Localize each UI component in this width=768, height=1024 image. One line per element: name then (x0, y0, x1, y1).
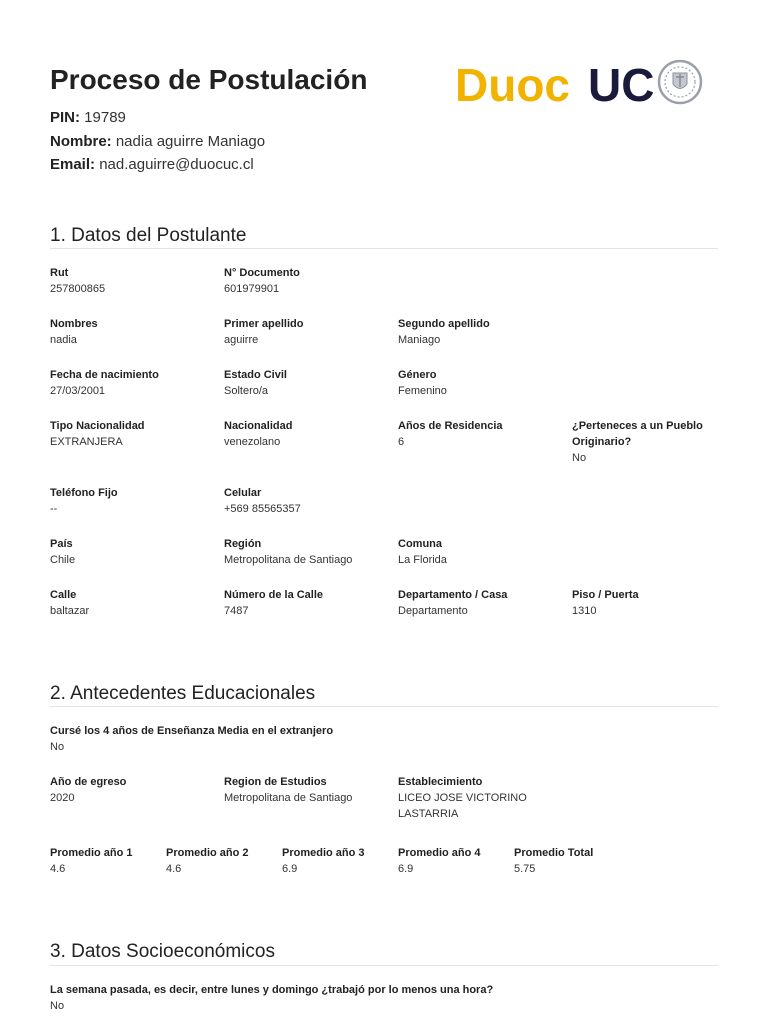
field-label: Piso / Puerta (572, 589, 639, 601)
field-pueblo-originario (572, 418, 712, 466)
field-value: 27/03/2001 (50, 385, 106, 397)
field-label: Año de egreso (50, 776, 127, 788)
field-calle (50, 587, 215, 619)
section-divider (50, 248, 718, 249)
section-title-datos-socioeconomicos: 3. Datos Socioeconómicos (50, 941, 275, 962)
field-label: Comuna (398, 538, 442, 550)
field-label: Region de Estudios (224, 776, 327, 788)
field-fecha-nacimiento (50, 367, 215, 399)
pin-value: 19789 (84, 109, 126, 126)
field-value: 1310 (572, 605, 597, 617)
field-pais (50, 536, 215, 568)
field-value: LICEO JOSE VICTORINO LASTARRIA (398, 792, 527, 820)
field-value: aguirre (224, 334, 259, 346)
field-extranjero (50, 723, 670, 755)
field-numero-calle (224, 587, 389, 619)
field-promedio-4 (398, 845, 508, 877)
field-documento (224, 265, 389, 297)
field-value: No (572, 452, 587, 464)
field-label: País (50, 538, 73, 550)
field-celular (224, 485, 389, 517)
pin-label: PIN: (50, 109, 80, 126)
field-value: nadia (50, 334, 77, 346)
field-label: Promedio año 3 (282, 847, 365, 859)
field-value: 257800865 (50, 283, 106, 295)
section-divider (50, 706, 718, 707)
field-promedio-3 (282, 845, 392, 877)
field-label: Años de Residencia (398, 420, 503, 432)
field-value: Metropolitana de Santiago (224, 792, 353, 804)
field-value: No (50, 1000, 65, 1012)
field-label: Tipo Nacionalidad (50, 420, 145, 432)
field-label: Rut (50, 267, 69, 279)
page-title: Proceso de Postulación (50, 64, 368, 95)
logo-text-duoc: Duoc (455, 59, 570, 111)
field-value: 7487 (224, 605, 249, 617)
field-label: Teléfono Fijo (50, 487, 118, 499)
field-region-estudios (224, 774, 389, 806)
field-promedio-2 (166, 845, 276, 877)
pin-line (50, 109, 126, 126)
email-value: nad.aguirre@duocuc.cl (99, 156, 254, 173)
field-value: venezolano (224, 436, 281, 448)
field-value: Departamento (398, 605, 468, 617)
field-promedio-total (514, 845, 634, 877)
field-label: Promedio año 2 (166, 847, 249, 859)
field-label: Género (398, 369, 437, 381)
field-piso-puerta (572, 587, 712, 619)
field-label: Cursé los 4 años de Enseñanza Media en el extranjero (50, 725, 334, 737)
field-value: 2020 (50, 792, 75, 804)
field-value: 4.6 (50, 863, 66, 875)
section-title-datos-postulante: 1. Datos del Postulante (50, 225, 247, 246)
field-value: Femenino (398, 385, 447, 397)
field-value: Metropolitana de Santiago (224, 554, 353, 566)
field-rut (50, 265, 215, 297)
field-comuna (398, 536, 563, 568)
field-value: 601979901 (224, 283, 280, 295)
field-label: Promedio año 4 (398, 847, 481, 859)
field-value: EXTRANJERA (50, 436, 123, 448)
field-label: Promedio Total (514, 847, 594, 859)
logo-text-uc: UC (588, 59, 655, 111)
field-label: Primer apellido (224, 318, 304, 330)
field-value: No (50, 741, 65, 753)
field-trabajo (50, 982, 670, 1014)
field-label: Departamento / Casa (398, 589, 508, 601)
field-label: N° Documento (224, 267, 300, 279)
field-label: Calle (50, 589, 77, 601)
field-ano-egreso (50, 774, 215, 806)
email-label: Email: (50, 156, 96, 173)
field-label: Establecimiento (398, 776, 483, 788)
field-value: 6 (398, 436, 405, 448)
field-establecimiento (398, 774, 548, 822)
field-label: Región (224, 538, 262, 550)
field-estado-civil (224, 367, 389, 399)
field-genero (398, 367, 563, 399)
field-region (224, 536, 389, 568)
field-departamento-casa (398, 587, 563, 619)
duocuc-logo (455, 53, 705, 111)
name-label: Nombre: (50, 133, 112, 150)
field-value: Maniago (398, 334, 441, 346)
field-label: La semana pasada, es decir, entre lunes y domingo ¿trabajó por lo menos una hora? (50, 984, 494, 996)
field-label: Nacionalidad (224, 420, 293, 432)
name-line (50, 133, 265, 150)
field-label: Promedio año 1 (50, 847, 133, 859)
field-label: Segundo apellido (398, 318, 490, 330)
field-value: La Florida (398, 554, 447, 566)
field-value: Soltero/a (224, 385, 269, 397)
field-label: Fecha de nacimiento (50, 369, 159, 381)
email-line (50, 156, 254, 173)
field-nacionalidad (224, 418, 389, 450)
field-value: 4.6 (166, 863, 182, 875)
name-value: nadia aguirre Maniago (115, 133, 266, 150)
field-promedio-1 (50, 845, 160, 877)
field-value: 6.9 (282, 863, 298, 875)
field-value: +569 85565357 (224, 503, 301, 515)
field-value: 6.9 (398, 863, 414, 875)
field-tipo-nacionalidad (50, 418, 215, 450)
field-telefono-fijo (50, 485, 215, 517)
field-label: Estado Civil (224, 369, 287, 381)
section-divider (50, 965, 718, 966)
field-label: ¿Perteneces a un Pueblo Originario? (572, 420, 703, 448)
field-nombres (50, 316, 215, 348)
field-value: Chile (50, 554, 76, 566)
field-label: Número de la Calle (224, 589, 324, 601)
field-label: Celular (224, 487, 262, 499)
field-anos-residencia (398, 418, 563, 450)
section-title-antecedentes-educacionales: 2. Antecedentes Educacionales (50, 683, 316, 704)
field-segundo-apellido (398, 316, 563, 348)
field-value: baltazar (50, 605, 90, 617)
field-value: -- (50, 503, 58, 515)
field-label: Nombres (50, 318, 98, 330)
field-value: 5.75 (514, 863, 536, 875)
field-primer-apellido (224, 316, 389, 348)
university-seal-icon (659, 61, 701, 103)
